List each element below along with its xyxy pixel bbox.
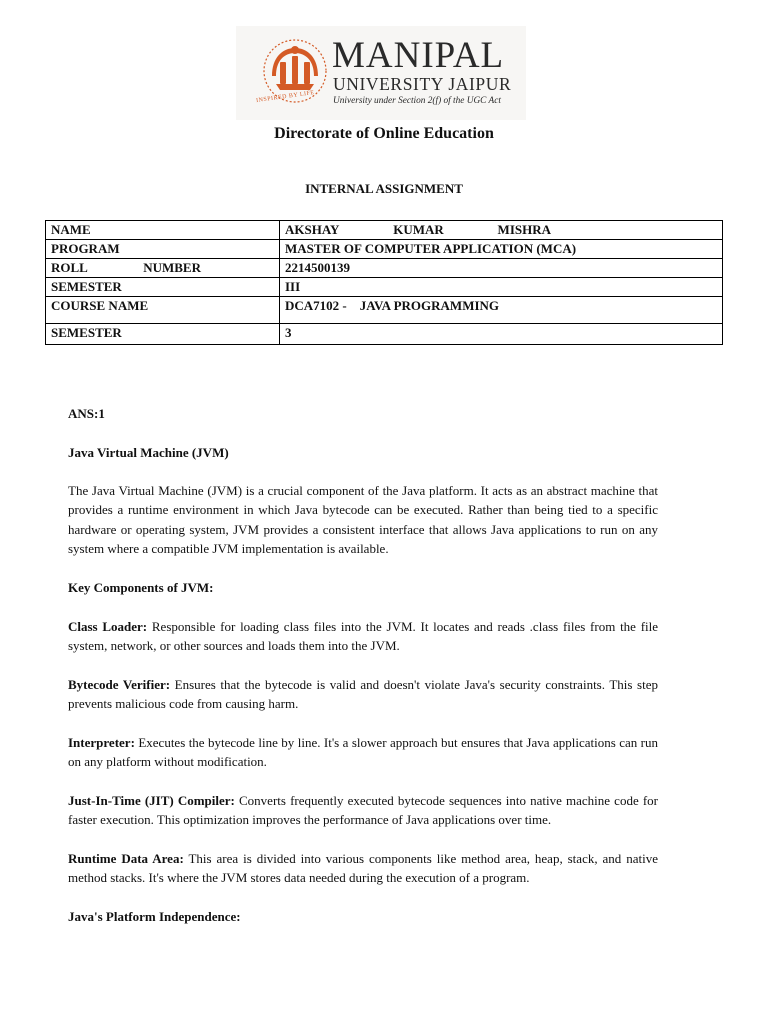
name-value	[280, 221, 723, 240]
course-value: DCA7102 - JAVA PROGRAMMING	[280, 297, 723, 324]
component-paragraph	[68, 791, 658, 830]
component-term: Runtime Data Area:	[68, 851, 184, 866]
program-value: MASTER OF COMPUTER APPLICATION (MCA)	[280, 240, 723, 259]
directorate-heading: Directorate of Online Education	[274, 125, 494, 142]
platform-independence-heading: Java's Platform Independence:	[68, 909, 241, 924]
component-desc: Executes the bytecode line by line. It's a slower approach but ensures that Java applications can run on any platform without modification.	[68, 735, 658, 770]
answer-number: ANS:1	[68, 406, 105, 421]
component-desc: Responsible for loading class files into the JVM. It locates and reads .class files from the file system, network, or other sources and loads them into the JVM.	[68, 619, 659, 654]
student-info-table	[45, 220, 723, 345]
program-label: PROGRAM	[46, 240, 280, 259]
table-row	[46, 278, 723, 297]
component-desc: Ensures that the bytecode is valid and doesn't violate Java's security constraints. This step prevents malicious code from causing harm.	[68, 677, 658, 712]
component-term: Interpreter:	[68, 735, 135, 750]
roll-label	[46, 259, 280, 278]
component-term: Class Loader:	[68, 619, 148, 634]
component-desc: This area is divided into various components like method area, heap, stack, and native method stacks. It's where the JVM stores data needed during the execution of a program.	[68, 851, 658, 886]
semester2-value: 3	[280, 324, 723, 345]
component-desc: Converts frequently executed bytecode sequences into native machine code for faster execution. This optimization improves the performance of Java applications over time.	[68, 793, 658, 828]
logo-subtitle: UNIVERSITY JAIPUR	[333, 74, 512, 94]
semester-value: III	[280, 278, 723, 297]
middle-name: KUMAR	[393, 222, 444, 237]
first-name: AKSHAY	[285, 222, 340, 237]
component-term: Just-In-Time (JIT) Compiler:	[68, 793, 235, 808]
jvm-heading: Java Virtual Machine (JVM)	[68, 445, 229, 460]
key-components-heading: Key Components of JVM:	[68, 580, 214, 595]
roll-value: 2214500139	[280, 259, 723, 278]
component-paragraph	[68, 617, 658, 656]
component-paragraph	[68, 849, 658, 888]
intro-paragraph: The Java Virtual Machine (JVM) is a crucial component of the Java platform. It acts as an abstract machine that provides a runtime environment in which Java bytecode can be executed. Rather than being tied to a specific hardware or operating system, JVM provides a consistent interface that allows Java applications to run on any system where a compatible JVM implementation is available.	[68, 483, 658, 557]
logo-tagline: University under Section 2(f) of the UGC Act	[333, 96, 501, 106]
assignment-title: INTERNAL ASSIGNMENT	[305, 181, 463, 196]
component-paragraph	[68, 675, 658, 714]
last-name: MISHRA	[497, 222, 551, 237]
logo-motto: INSPIRED BY LIFE	[255, 89, 315, 105]
table-row	[46, 259, 723, 278]
semester2-label: SEMESTER	[46, 324, 280, 345]
table-row	[46, 324, 723, 345]
university-logo	[236, 26, 526, 120]
component-paragraph	[68, 733, 658, 772]
table-row	[46, 297, 723, 324]
semester-label: SEMESTER	[46, 278, 280, 297]
roll-label-part: ROLL	[51, 260, 88, 275]
course-label: COURSE NAME	[46, 297, 280, 324]
table-row	[46, 240, 723, 259]
roll-label-part: NUMBER	[143, 260, 201, 275]
name-label: NAME	[46, 221, 280, 240]
table-row	[46, 221, 723, 240]
logo-name: MANIPAL	[332, 35, 505, 76]
component-term: Bytecode Verifier:	[68, 677, 171, 692]
